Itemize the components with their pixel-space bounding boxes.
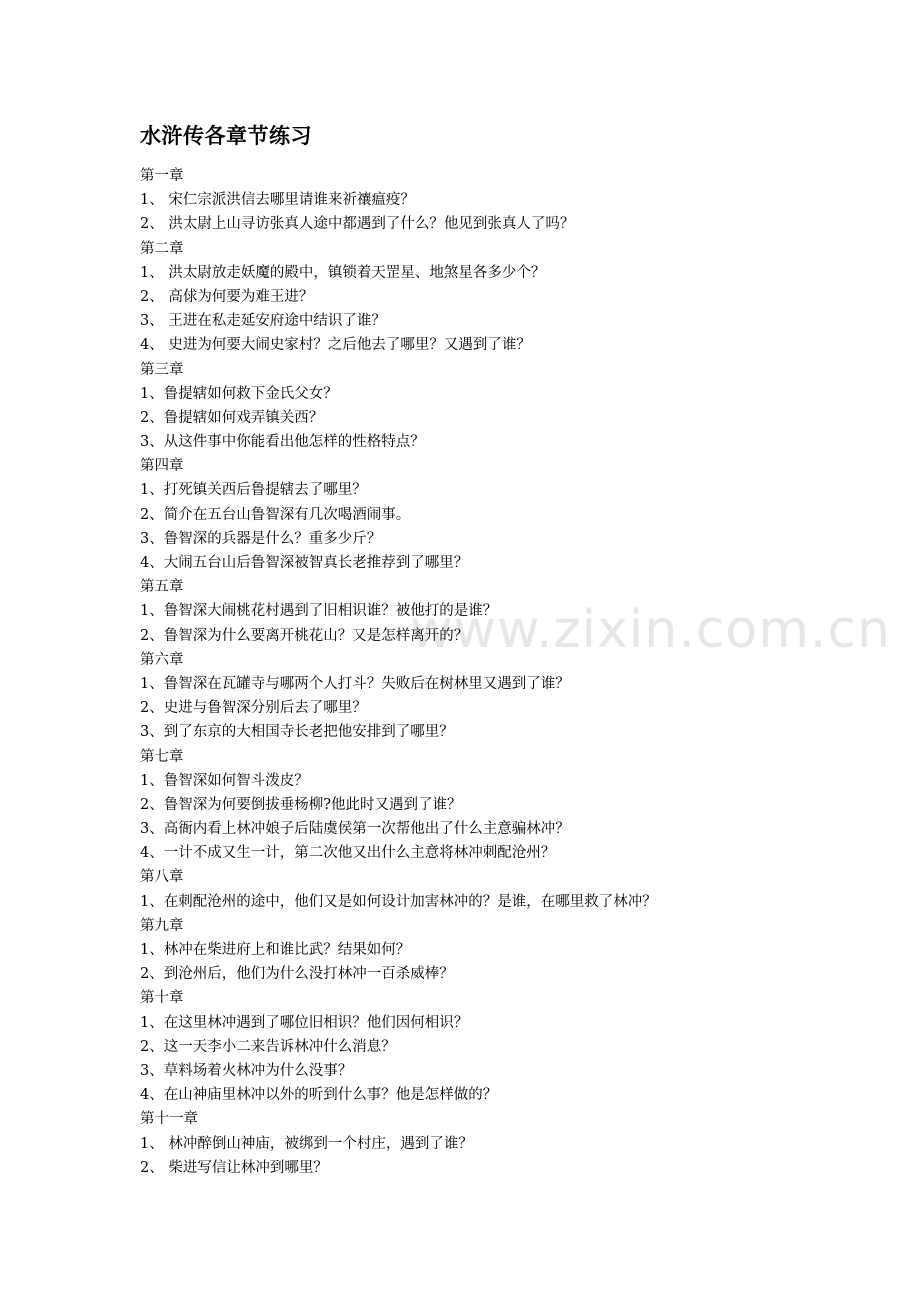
chapter-heading: 第六章 (140, 651, 184, 668)
question-line: 2、史进与鲁智深分别后去了哪里？ (140, 700, 367, 717)
chapter-heading: 第十一章 (140, 1111, 198, 1128)
question-line: 4、在山神庙里林冲以外的听到什么事？他是怎样做的？ (140, 1087, 498, 1104)
question-line: 2、简介在五台山鲁智深有几次喝酒闹事。 (140, 506, 411, 523)
question-line: 2、到沧州后，他们为什么没打林冲一百杀威棒？ (140, 966, 454, 983)
document-title: 水浒传各章节练习 (140, 123, 312, 148)
question-line: 2、 高俅为何要为难王进？ (140, 288, 314, 305)
chapter-heading: 第五章 (140, 579, 184, 596)
chapter-heading: 第三章 (140, 361, 184, 378)
question-line: 2、 柴进写信让林冲到哪里？ (140, 1159, 328, 1176)
question-line: 3、高衙内看上林冲娘子后陆虞侯第一次帮他出了什么主意骗林冲？ (140, 821, 570, 838)
watermark: www.zixin.com.cn (410, 600, 891, 660)
question-line: 1、鲁智深如何智斗泼皮？ (140, 772, 309, 789)
question-line: 2、这一天李小二来告诉林冲什么消息？ (140, 1038, 396, 1055)
chapter-heading: 第四章 (140, 458, 184, 475)
question-line: 3、草料场着火林冲为什么没事？ (140, 1062, 353, 1079)
question-line: 1、林冲在柴进府上和谁比武？结果如何？ (140, 942, 411, 958)
question-line: 2、鲁智深为何要倒拔垂杨柳?他此时又遇到了谁？ (140, 796, 462, 813)
chapter-heading: 第十章 (140, 990, 184, 1007)
document-body (140, 164, 880, 1180)
question-line: 3、到了东京的大相国寺长老把他安排到了哪里？ (140, 724, 454, 741)
question-line: 2、 洪太尉上山寻访张真人途中都遇到了什么？他见到张真人了吗？ (140, 216, 575, 233)
document-page (140, 120, 880, 1180)
chapter-heading: 第九章 (140, 917, 184, 934)
question-line: 1、在刺配沧州的途中，他们又是如何设计加害林冲的？是谁，在哪里救了林冲？ (140, 893, 657, 910)
question-line: 3、从这件事中你能看出他怎样的性格特点？ (140, 434, 425, 451)
question-line: 1、打死镇关西后鲁提辖去了哪里？ (140, 482, 367, 499)
question-line: 1、在这里林冲遇到了哪位旧相识？他们因何相识？ (140, 1014, 469, 1031)
chapter-heading: 第八章 (140, 869, 184, 886)
question-line: 1、 宋仁宗派洪信去哪里请谁来祈禳瘟疫？ (140, 192, 415, 209)
question-line: 1、鲁提辖如何救下金氏父女？ (140, 385, 338, 402)
question-line: 3、鲁智深的兵器是什么？重多少斤？ (140, 530, 382, 547)
chapter-heading: 第七章 (140, 748, 184, 765)
question-line: 1、 洪太尉放走妖魔的殿中，镇锁着天罡星、地煞星各多少个？ (140, 264, 546, 281)
question-line: 4、大闹五台山后鲁智深被智真长老推荐到了哪里？ (140, 555, 469, 571)
question-line: 4、一计不成又生一计，第二次他又出什么主意将林冲刺配沧州？ (140, 845, 556, 862)
question-line: 1、 林冲醉倒山神庙，被绑到一个村庄，遇到了谁？ (140, 1135, 473, 1152)
question-line: 2、鲁提辖如何戏弄镇关西？ (140, 409, 324, 426)
question-line: 1、鲁智深大闹桃花村遇到了旧相识谁？被他打的是谁？ (140, 603, 498, 620)
chapter-heading: 第一章 (140, 168, 184, 184)
question-line: 3、 王进在私走延安府途中结识了谁？ (140, 313, 386, 330)
question-line: 1、鲁智深在瓦罐寺与哪两个人打斗？失败后在树林里又遇到了谁？ (140, 675, 570, 692)
chapter-heading: 第二章 (140, 240, 184, 257)
question-line: 2、鲁智深为什么要离开桃花山？又是怎样离开的？ (140, 627, 469, 644)
question-line: 4、 史进为何要大闹史家村？之后他去了哪里？又遇到了谁？ (140, 337, 531, 354)
